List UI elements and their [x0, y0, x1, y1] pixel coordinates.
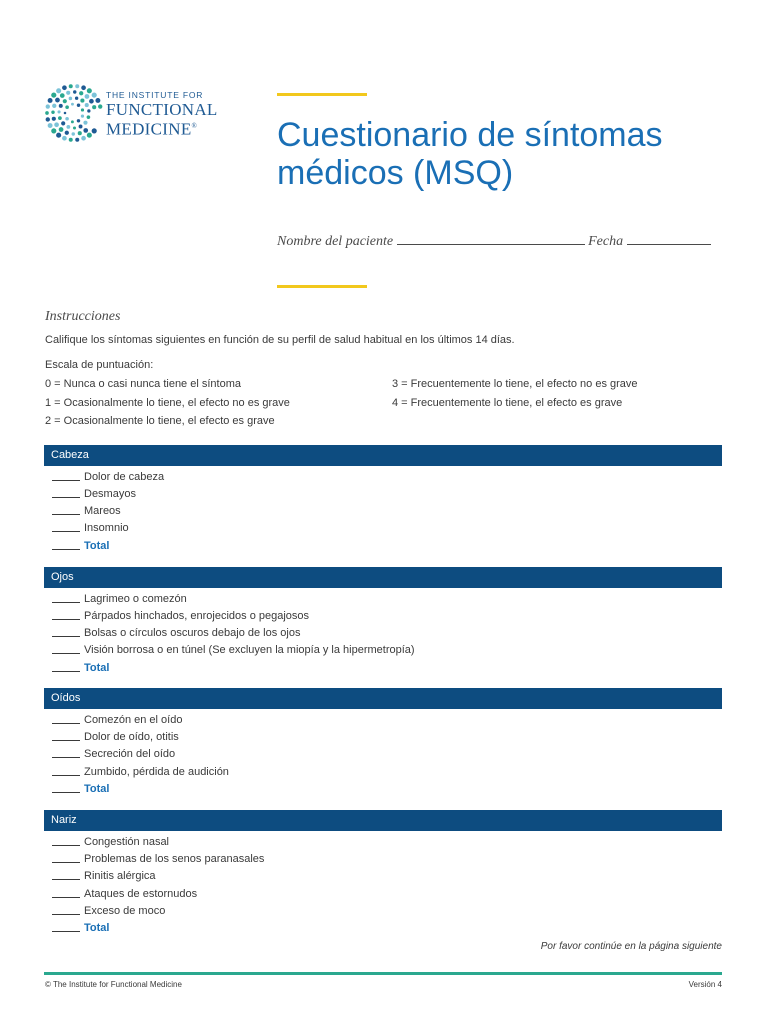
logo-dot	[61, 121, 65, 125]
logo-dot	[59, 104, 63, 108]
score-field[interactable]	[52, 625, 80, 637]
logo-dot	[89, 99, 94, 104]
logo-dot	[81, 114, 84, 117]
scale-0: 0 = Nunca o casi nunca tiene el síntoma	[45, 378, 241, 390]
total-label: Total	[84, 540, 110, 552]
logo-dot	[64, 112, 67, 115]
total-field[interactable]	[52, 920, 80, 932]
logo-line-1: THE INSTITUTE FOR	[106, 90, 204, 100]
total-row	[52, 781, 109, 798]
symptom-label: Congestión nasal	[84, 836, 170, 848]
logo-dot	[65, 105, 69, 109]
logo-dot	[81, 136, 86, 141]
symptom-label: Bolsas o círculos oscuros debajo de los ojos	[84, 627, 301, 639]
patient-name-label: Nombre del paciente	[277, 234, 394, 249]
scale-4: 4 = Frecuentemente lo tiene, el efecto es grave	[392, 397, 623, 409]
logo-dot	[69, 84, 73, 88]
total-row	[52, 538, 109, 555]
score-field[interactable]	[52, 503, 80, 515]
date-label: Fecha	[588, 234, 624, 249]
score-field[interactable]	[52, 886, 80, 898]
logo-dot	[51, 93, 56, 98]
logo-dot	[62, 136, 67, 141]
logo-dot	[55, 98, 60, 103]
page-title: Cuestionario de síntomas médicos (MSQ)	[277, 116, 663, 192]
logo-dot	[85, 103, 89, 107]
logo-dot	[92, 128, 97, 133]
logo-dot	[52, 104, 56, 108]
accent-bar-top	[277, 93, 367, 96]
section-header-nariz: Nariz	[44, 810, 722, 831]
logo-wordmark	[106, 90, 218, 138]
logo-line-2: FUNCTIONAL	[106, 100, 218, 119]
symptom-label: Comezón en el oído	[84, 714, 183, 726]
symptom-row	[52, 469, 164, 486]
logo-dot	[63, 99, 67, 103]
logo-dot	[92, 93, 97, 98]
logo-line-3: MEDICINE®	[106, 119, 198, 139]
symptom-row	[52, 886, 197, 903]
logo-dot	[80, 99, 84, 103]
logo-dot	[48, 98, 53, 103]
total-field[interactable]	[52, 660, 80, 672]
score-field[interactable]	[52, 903, 80, 915]
symptom-label: Lagrimeo o comezón	[84, 593, 187, 605]
logo-dot	[81, 85, 86, 90]
copyright: © The Institute for Functional Medicine	[45, 980, 182, 989]
patient-info-row	[277, 232, 722, 250]
logo-dot	[78, 131, 82, 135]
logo-dot	[75, 138, 79, 142]
score-field[interactable]	[52, 608, 80, 620]
symptom-row	[52, 625, 300, 642]
score-field[interactable]	[52, 868, 80, 880]
logo-dot	[65, 117, 69, 121]
scale-2: 2 = Ocasionalmente lo tiene, el efecto es grave	[45, 415, 275, 427]
total-label: Total	[84, 662, 110, 674]
score-field[interactable]	[52, 642, 80, 654]
logo-dot	[92, 105, 96, 109]
continue-note: Por favor continúe en la página siguiente	[540, 941, 722, 952]
logo-dot	[46, 117, 50, 121]
logo-dot	[85, 94, 90, 99]
logo-dot	[87, 109, 90, 112]
symptom-row	[52, 729, 179, 746]
score-field[interactable]	[52, 764, 80, 776]
logo-dot	[69, 138, 73, 142]
symptom-row	[52, 486, 136, 503]
logo-dot	[51, 128, 56, 133]
score-field[interactable]	[52, 520, 80, 532]
logo-dot	[73, 90, 76, 93]
score-field[interactable]	[52, 851, 80, 863]
logo-dot	[66, 125, 70, 129]
logo-dot	[60, 93, 65, 98]
score-field[interactable]	[52, 486, 80, 498]
symptom-label: Desmayos	[84, 488, 136, 500]
symptom-row	[52, 868, 156, 885]
symptom-label: Mareos	[84, 505, 121, 517]
symptom-label: Zumbido, pérdida de audición	[84, 766, 229, 778]
symptom-row	[52, 712, 182, 729]
instructions-text: Califique los síntomas siguientes en función de su perfil de salud habitual en los últimos 14 días.	[45, 334, 515, 346]
logo-dot	[66, 91, 70, 95]
instructions-heading: Instrucciones	[45, 309, 121, 324]
logo-dot	[52, 117, 56, 121]
symptom-label: Dolor de cabeza	[84, 471, 165, 483]
version-label: Versión 4	[688, 980, 722, 989]
logo-dot	[87, 115, 91, 119]
logo-dot	[83, 128, 88, 133]
symptom-label: Dolor de oído, otitis	[84, 731, 179, 743]
logo-dot	[48, 123, 53, 128]
score-field[interactable]	[52, 469, 80, 481]
symptom-row	[52, 642, 415, 659]
symptom-label: Problemas de los senos paranasales	[84, 853, 265, 865]
scale-label: Escala de puntuación:	[45, 359, 154, 371]
logo-dot	[75, 97, 78, 100]
symptom-row	[52, 764, 229, 781]
symptom-row	[52, 503, 121, 520]
total-label: Total	[84, 922, 110, 934]
symptom-row	[52, 851, 264, 868]
section-header-oidos: Oídos	[44, 688, 722, 709]
footer-divider	[44, 972, 722, 975]
logo-dot	[45, 111, 49, 115]
logo-dot	[75, 84, 79, 88]
symptom-row	[52, 591, 187, 608]
symptom-label: Exceso de moco	[84, 905, 166, 917]
symptom-label: Secreción del oído	[84, 748, 176, 760]
symptom-row	[52, 903, 165, 920]
scale-3: 3 = Frecuentemente lo tiene, el efecto no es grave	[392, 378, 638, 390]
logo-dot	[98, 104, 102, 108]
logo-dot	[77, 119, 80, 122]
patient-name-field[interactable]	[397, 232, 585, 245]
section-header-ojos: Ojos	[44, 567, 722, 588]
logo-dot	[69, 97, 73, 101]
logo-dot	[79, 91, 83, 95]
institute-logo	[44, 82, 244, 146]
logo-dot	[81, 108, 84, 111]
logo-dot	[71, 103, 74, 106]
logo-dot	[87, 133, 92, 138]
logo-dot	[77, 103, 80, 106]
total-field[interactable]	[52, 538, 80, 550]
symptom-row	[52, 608, 309, 625]
symptom-row	[52, 834, 169, 851]
logo-dot	[95, 98, 100, 103]
logo-dot	[56, 133, 61, 138]
logo-dot	[56, 88, 61, 93]
logo-dot	[54, 122, 59, 127]
logo-dots-icon	[44, 82, 104, 144]
symptom-label: Rinitis alérgica	[84, 870, 156, 882]
accent-bar-bottom	[277, 285, 367, 288]
symptom-label: Insomnio	[84, 522, 129, 534]
total-label: Total	[84, 783, 110, 795]
score-field[interactable]	[52, 834, 80, 846]
logo-dot	[57, 110, 60, 113]
score-field[interactable]	[52, 729, 80, 741]
total-row	[52, 920, 109, 937]
logo-dot	[62, 85, 67, 90]
score-field[interactable]	[52, 712, 80, 724]
date-field[interactable]	[627, 232, 711, 245]
symptom-label: Párpados hinchados, enrojecidos o pegajosos	[84, 610, 310, 622]
score-field[interactable]	[52, 591, 80, 603]
logo-dot	[87, 88, 92, 93]
scale-1: 1 = Ocasionalmente lo tiene, el efecto no es grave	[45, 397, 290, 409]
logo-dot	[59, 127, 64, 132]
logo-dot	[79, 125, 83, 129]
section-header-cabeza: Cabeza	[44, 445, 722, 466]
logo-dot	[83, 121, 87, 125]
symptom-label: Visión borrosa o en túnel (Se excluyen la miopía y la hipermetropía)	[84, 644, 415, 656]
logo-dot	[65, 131, 69, 135]
total-field[interactable]	[52, 781, 80, 793]
logo-dot	[72, 132, 75, 135]
total-row	[52, 660, 109, 677]
logo-dot	[73, 126, 76, 129]
symptom-label: Ataques de estornudos	[84, 888, 198, 900]
logo-dot	[46, 104, 50, 108]
logo-dot	[51, 111, 54, 114]
logo-dot	[58, 116, 62, 120]
symptom-row	[52, 746, 175, 763]
symptom-row	[52, 520, 129, 537]
logo-dot	[71, 120, 74, 123]
score-field[interactable]	[52, 746, 80, 758]
